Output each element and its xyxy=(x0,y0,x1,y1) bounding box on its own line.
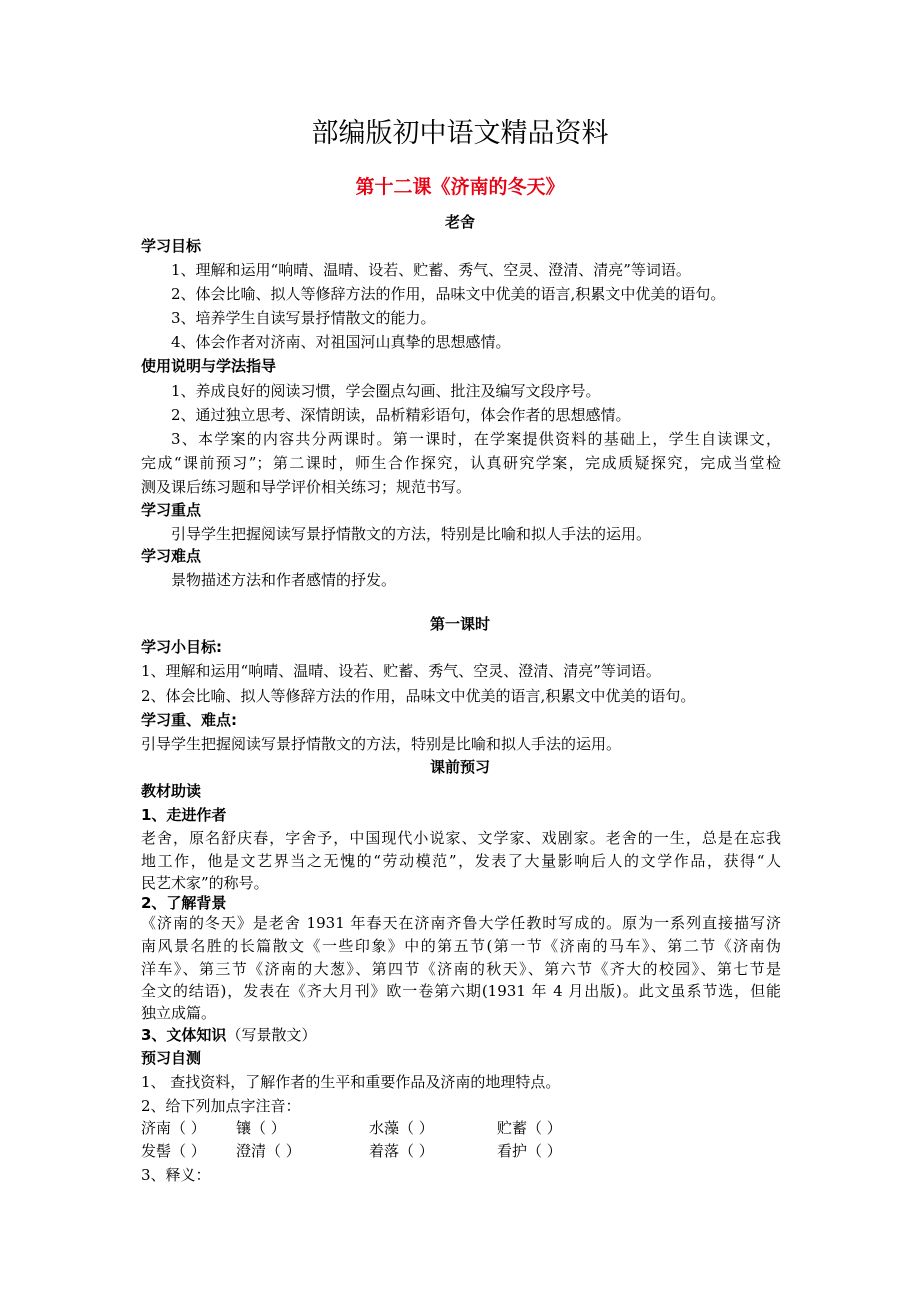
author-line: 民艺术家”的称号。 xyxy=(141,874,269,892)
doc-title: 部编版初中语文精品资料 xyxy=(311,118,609,149)
background-line: 独立成篇。 xyxy=(141,1004,217,1022)
goal-item: 1、理解和运用“响晴、温晴、设若、贮蓄、秀气、空灵、澄清、清亮”等词语。 xyxy=(171,261,691,279)
difficulty-text: 景物描述方法和作者感情的抒发。 xyxy=(171,571,397,589)
guide-para3-line: 测及课后练习题和导学评价相关练习；规范书写。 xyxy=(141,478,472,496)
goal-item: 4、体会作者对济南、对祖国河山真挚的思想感情。 xyxy=(171,333,511,351)
author-line: 老舍，原名舒庆春，字舍予，中国现代小说家、文学家、戏剧家。老舍的一生，总是在忘我 xyxy=(141,829,781,847)
pinyin-blank[interactable]: 澄清（ ） xyxy=(236,1142,301,1160)
guide-para3-line: 3、本学案的内容共分两课时。第一课时，在学案提供资料的基础上，学生自读课文， xyxy=(171,430,781,448)
author-section-heading: 1、走进作者 xyxy=(141,806,227,824)
pinyin-blank[interactable]: 水藻（ ） xyxy=(369,1119,434,1137)
key-point-text: 引导学生把握阅读写景抒情散文的方法，特别是比喻和拟人手法的运用。 xyxy=(171,525,652,543)
pinyin-blank[interactable]: 着落（ ） xyxy=(369,1142,434,1160)
guide-heading: 使用说明与学法指导 xyxy=(141,357,277,375)
difficulty-heading: 学习难点 xyxy=(141,547,202,565)
genre-line xyxy=(141,1025,316,1045)
goals-heading: 学习目标 xyxy=(141,237,202,255)
guide-para3-line: 完成“课前预习”；第二课时，师生合作探究，认真研究学案，完成质疑探究，完成当堂检 xyxy=(141,454,781,472)
background-line: 南风景名胜的长篇散文《一些印象》中的第五节(第一节《济南的马车》、第二节《济南伪 xyxy=(141,937,781,955)
question-1: 1、 查找资料，了解作者的生平和重要作品及济南的地理特点。 xyxy=(141,1073,561,1091)
background-line: 《济南的冬天》是老舍 1931 年春天在济南齐鲁大学任教时写成的。原为一系列直接描写济 xyxy=(141,914,781,932)
question-2: 2、给下列加点字注音： xyxy=(141,1097,301,1115)
genre-heading: 3、文体知识 xyxy=(141,1026,227,1044)
lesson1-heading: 第一课时 xyxy=(429,615,490,633)
question-3: 3、释义： xyxy=(141,1166,211,1184)
key-point-heading: 学习重点 xyxy=(141,501,202,519)
pinyin-blank[interactable]: 看护（ ） xyxy=(497,1142,562,1160)
goal-item: 2、体会比喻、拟人等修辞方法的作用，品味文中优美的语言,积累文中优美的语句。 xyxy=(171,285,726,303)
focus-heading: 学习重、难点: xyxy=(141,711,237,729)
sub-goals-heading: 学习小目标: xyxy=(141,638,222,656)
focus-text: 引导学生把握阅读写景抒情散文的方法，特别是比喻和拟人手法的运用。 xyxy=(141,735,622,753)
author-line: 地工作，他是文艺界当之无愧的“劳动模范”，发表了大量影响后人的文学作品，获得“人 xyxy=(141,852,781,870)
sub-goal-item: 2、体会比喻、拟人等修辞方法的作用，品味文中优美的语言,积累文中优美的语句。 xyxy=(141,687,696,705)
background-line: 全文的结语)，发表在《齐大月刊》欧一卷第六期(1931 年 4 月出版)。此文虽系节选，但能 xyxy=(141,982,781,1000)
goal-item: 3、培养学生自读写景抒情散文的能力。 xyxy=(171,309,436,327)
self-test-heading: 预习自测 xyxy=(141,1049,202,1067)
guide-item: 1、养成良好的阅读习惯，学会圈点勾画、批注及编写文段序号。 xyxy=(171,382,601,400)
background-heading: 2、了解背景 xyxy=(141,894,227,912)
preview-heading: 课前预习 xyxy=(429,758,490,776)
background-line: 洋车》、第三节《济南的大葱》、第四节《济南的秋天》、第六节《齐大的校园》、第七节是 xyxy=(141,960,781,978)
genre-note: （写景散文） xyxy=(226,1026,317,1044)
pinyin-blank[interactable]: 贮蓄（ ） xyxy=(497,1119,562,1137)
sub-goal-item: 1、理解和运用“响晴、温晴、设若、贮蓄、秀气、空灵、澄清、清亮”等词语。 xyxy=(141,662,661,680)
author-name: 老舍 xyxy=(444,213,475,231)
aid-heading: 教材助读 xyxy=(141,782,202,800)
guide-item: 2、通过独立思考、深情朗读，品析精彩语句，体会作者的思想感情。 xyxy=(171,406,631,424)
pinyin-blank[interactable]: 发髻（ ） xyxy=(141,1142,206,1160)
lesson-title: 第十二课《济南的冬天》 xyxy=(355,176,565,198)
pinyin-blank[interactable]: 镶（ ） xyxy=(236,1119,286,1137)
pinyin-blank[interactable]: 济南（ ） xyxy=(141,1119,206,1137)
